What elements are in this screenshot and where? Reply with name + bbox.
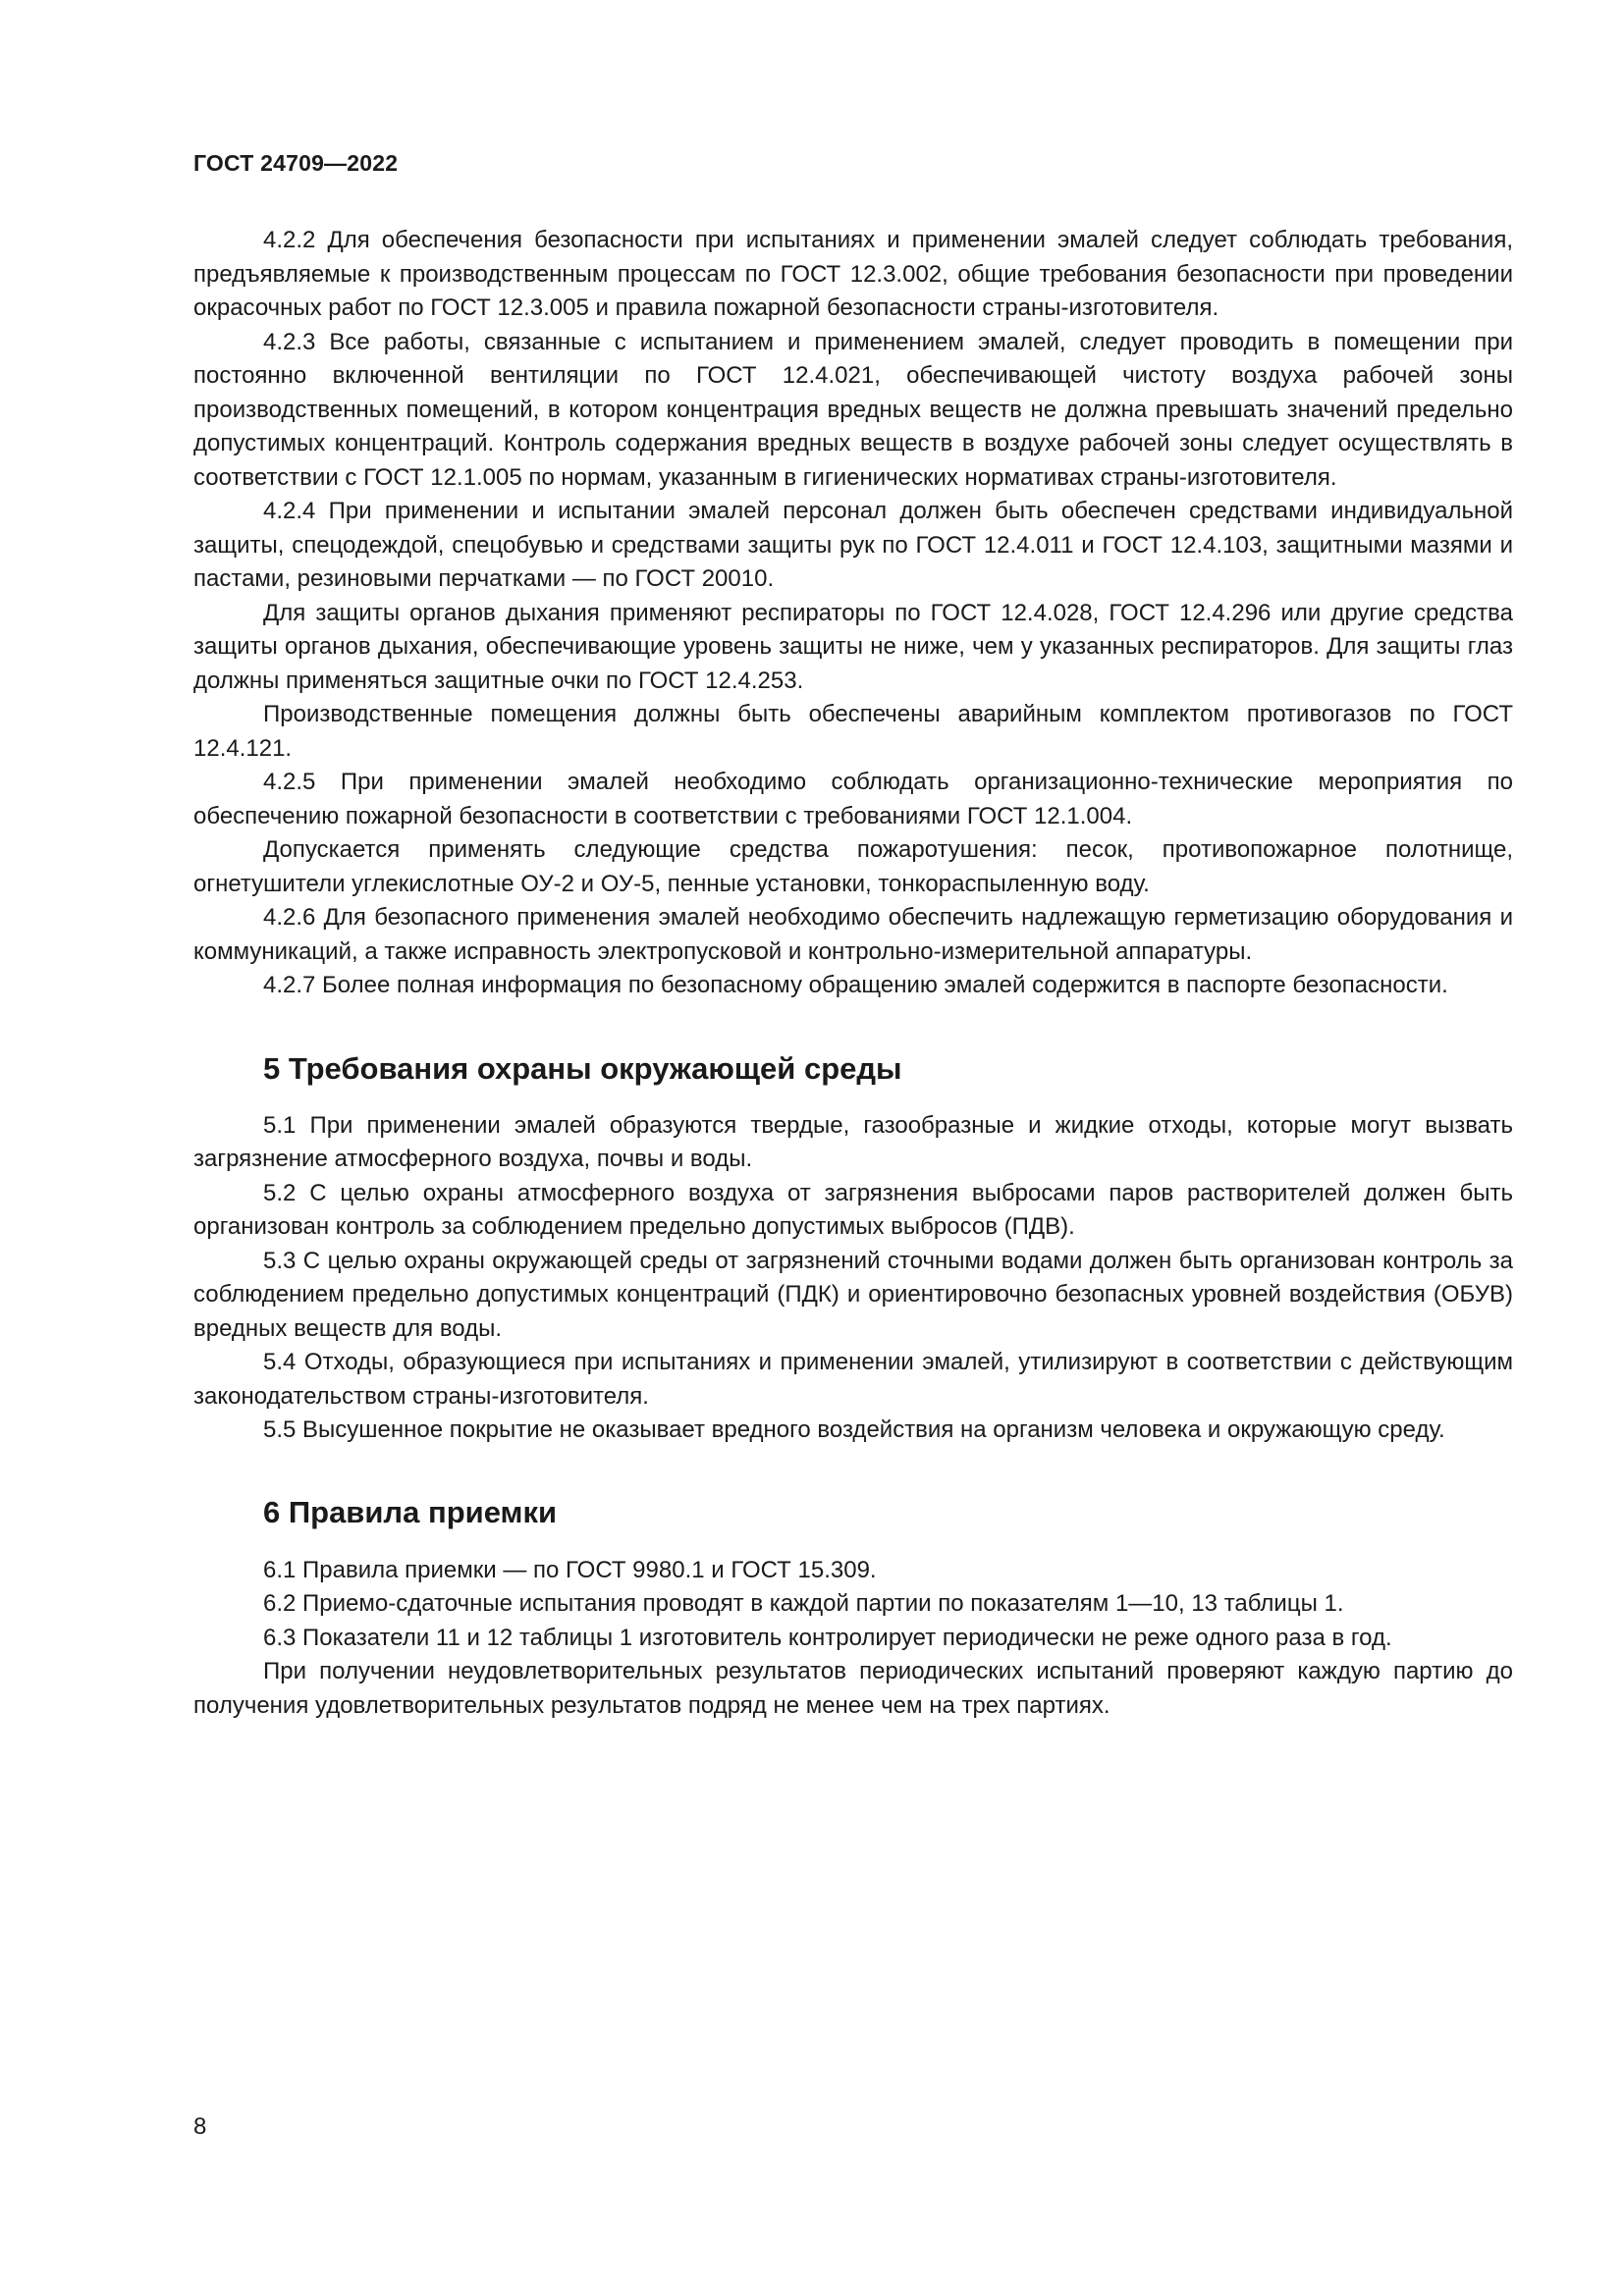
paragraph-5-3: 5.3 С целью охраны окружающей среды от загрязнений сточными водами должен быть организован контроль за соблюдением предельно допустимых концентраций (ПДК) и ориентировочно безопасных уровней воздействия (ОБУВ) вредных веществ для воды. bbox=[193, 1247, 1513, 1342]
paragraph-4-2-4: 4.2.4 При применении и испытании эмалей персонал должен быть обеспечен средствами индивидуальной защиты, спецодеждой, спецобувью и средствами защиты рук по ГОСТ 12.4.011 и ГОСТ 12.4.103, защитными мазями и пастами, резиновыми перчатками — по ГОСТ 20010. bbox=[193, 498, 1513, 592]
paragraph-4-2-2: 4.2.2 Для обеспечения безопасности при испытаниях и применении эмалей следует соблюдать требования, предъявляемые к производственным процессам по ГОСТ 12.3.002, общие требования безопасности при проведении окрасочных работ по ГОСТ 12.3.005 и правила пожарной безопасности страны-изготовителя. bbox=[193, 227, 1513, 321]
paragraph-4-2-7: 4.2.7 Более полная информация по безопасному обращению эмалей содержится в паспорте безопасности. bbox=[263, 972, 1448, 998]
paragraph-fire-extinguishing: Допускается применять следующие средства пожаротушения: песок, противопожарное полотнище, огнетушители углекислотные ОУ-2 и ОУ-5, пенные установки, тонкораспыленную воду. bbox=[193, 836, 1513, 897]
paragraph-4-2-3: 4.2.3 Все работы, связанные с испытанием и применением эмалей, следует проводить в помещении при постоянно включенной вентиляции по ГОСТ 12.4.021, обеспечивающей чистоту воздуха рабочей зоны производственных помещений, в котором концентрация вредных веществ не должна превышать значений предельно допустимых концентраций. Контроль содержания вредных веществ в воздухе рабочей зоны следует осуществлять в соответствии с ГОСТ 12.1.005 по нормам, указанным в гигиенических нормативах страны-изготовителя. bbox=[193, 328, 1513, 491]
paragraph-periodic-tests: При получении неудовлетворительных результатов периодических испытаний проверяют каждую партию до получения удовлетворительных результатов подряд не менее чем на трех партиях. bbox=[193, 1658, 1513, 1719]
paragraph-6-3: 6.3 Показатели 11 и 12 таблицы 1 изготовитель контролирует периодически не реже одного раза в год. bbox=[263, 1624, 1392, 1651]
running-header: ГОСТ 24709—2022 bbox=[193, 150, 399, 176]
paragraph-respiratory-protection: Для защиты органов дыхания применяют респираторы по ГОСТ 12.4.028, ГОСТ 12.4.296 или другие средства защиты органов дыхания, обеспечивающие уровень защиты не ниже, чем у указанных респираторов. Для защиты глаз должны применяться защитные очки по ГОСТ 12.4.253. bbox=[193, 599, 1513, 694]
page-body bbox=[193, 224, 1513, 1723]
paragraph-5-5: 5.5 Высушенное покрытие не оказывает вредного воздействия на организм человека и окружающую среду. bbox=[263, 1416, 1445, 1443]
paragraph-6-1: 6.1 Правила приемки — по ГОСТ 9980.1 и ГОСТ 15.309. bbox=[263, 1556, 877, 1583]
paragraph-6-2: 6.2 Приемо-сдаточные испытания проводят в каждой партии по показателям 1—10, 13 таблицы 1. bbox=[263, 1590, 1344, 1617]
paragraph-5-1: 5.1 При применении эмалей образуются твердые, газообразные и жидкие отходы, которые могут вызвать загрязнение атмосферного воздуха, почвы и воды. bbox=[193, 1111, 1513, 1172]
paragraph-4-2-6: 4.2.6 Для безопасного применения эмалей необходимо обеспечить надлежащую герметизацию оборудования и коммуникаций, а также исправность электропусковой и контрольно-измерительной аппаратуры. bbox=[193, 904, 1513, 965]
paragraph-gas-masks: Производственные помещения должны быть обеспечены аварийным комплектом противогазов по ГОСТ 12.4.121. bbox=[193, 701, 1513, 762]
section-heading-5: 5 Требования охраны окружающей среды bbox=[263, 1050, 902, 1086]
paragraph-5-2: 5.2 С целью охраны атмосферного воздуха от загрязнения выбросами паров растворителей должен быть организован контроль за соблюдением предельно допустимых выбросов (ПДВ). bbox=[193, 1179, 1513, 1240]
page-number: 8 bbox=[193, 2113, 207, 2140]
paragraph-5-4: 5.4 Отходы, образующиеся при испытаниях и применении эмалей, утилизируют в соответствии с действующим законодательством страны-изготовителя. bbox=[193, 1349, 1513, 1410]
paragraph-4-2-5: 4.2.5 При применении эмалей необходимо соблюдать организационно-технические мероприятия по обеспечению пожарной безопасности в соответствии с требованиями ГОСТ 12.1.004. bbox=[193, 769, 1513, 829]
section-heading-6: 6 Правила приемки bbox=[263, 1494, 558, 1529]
